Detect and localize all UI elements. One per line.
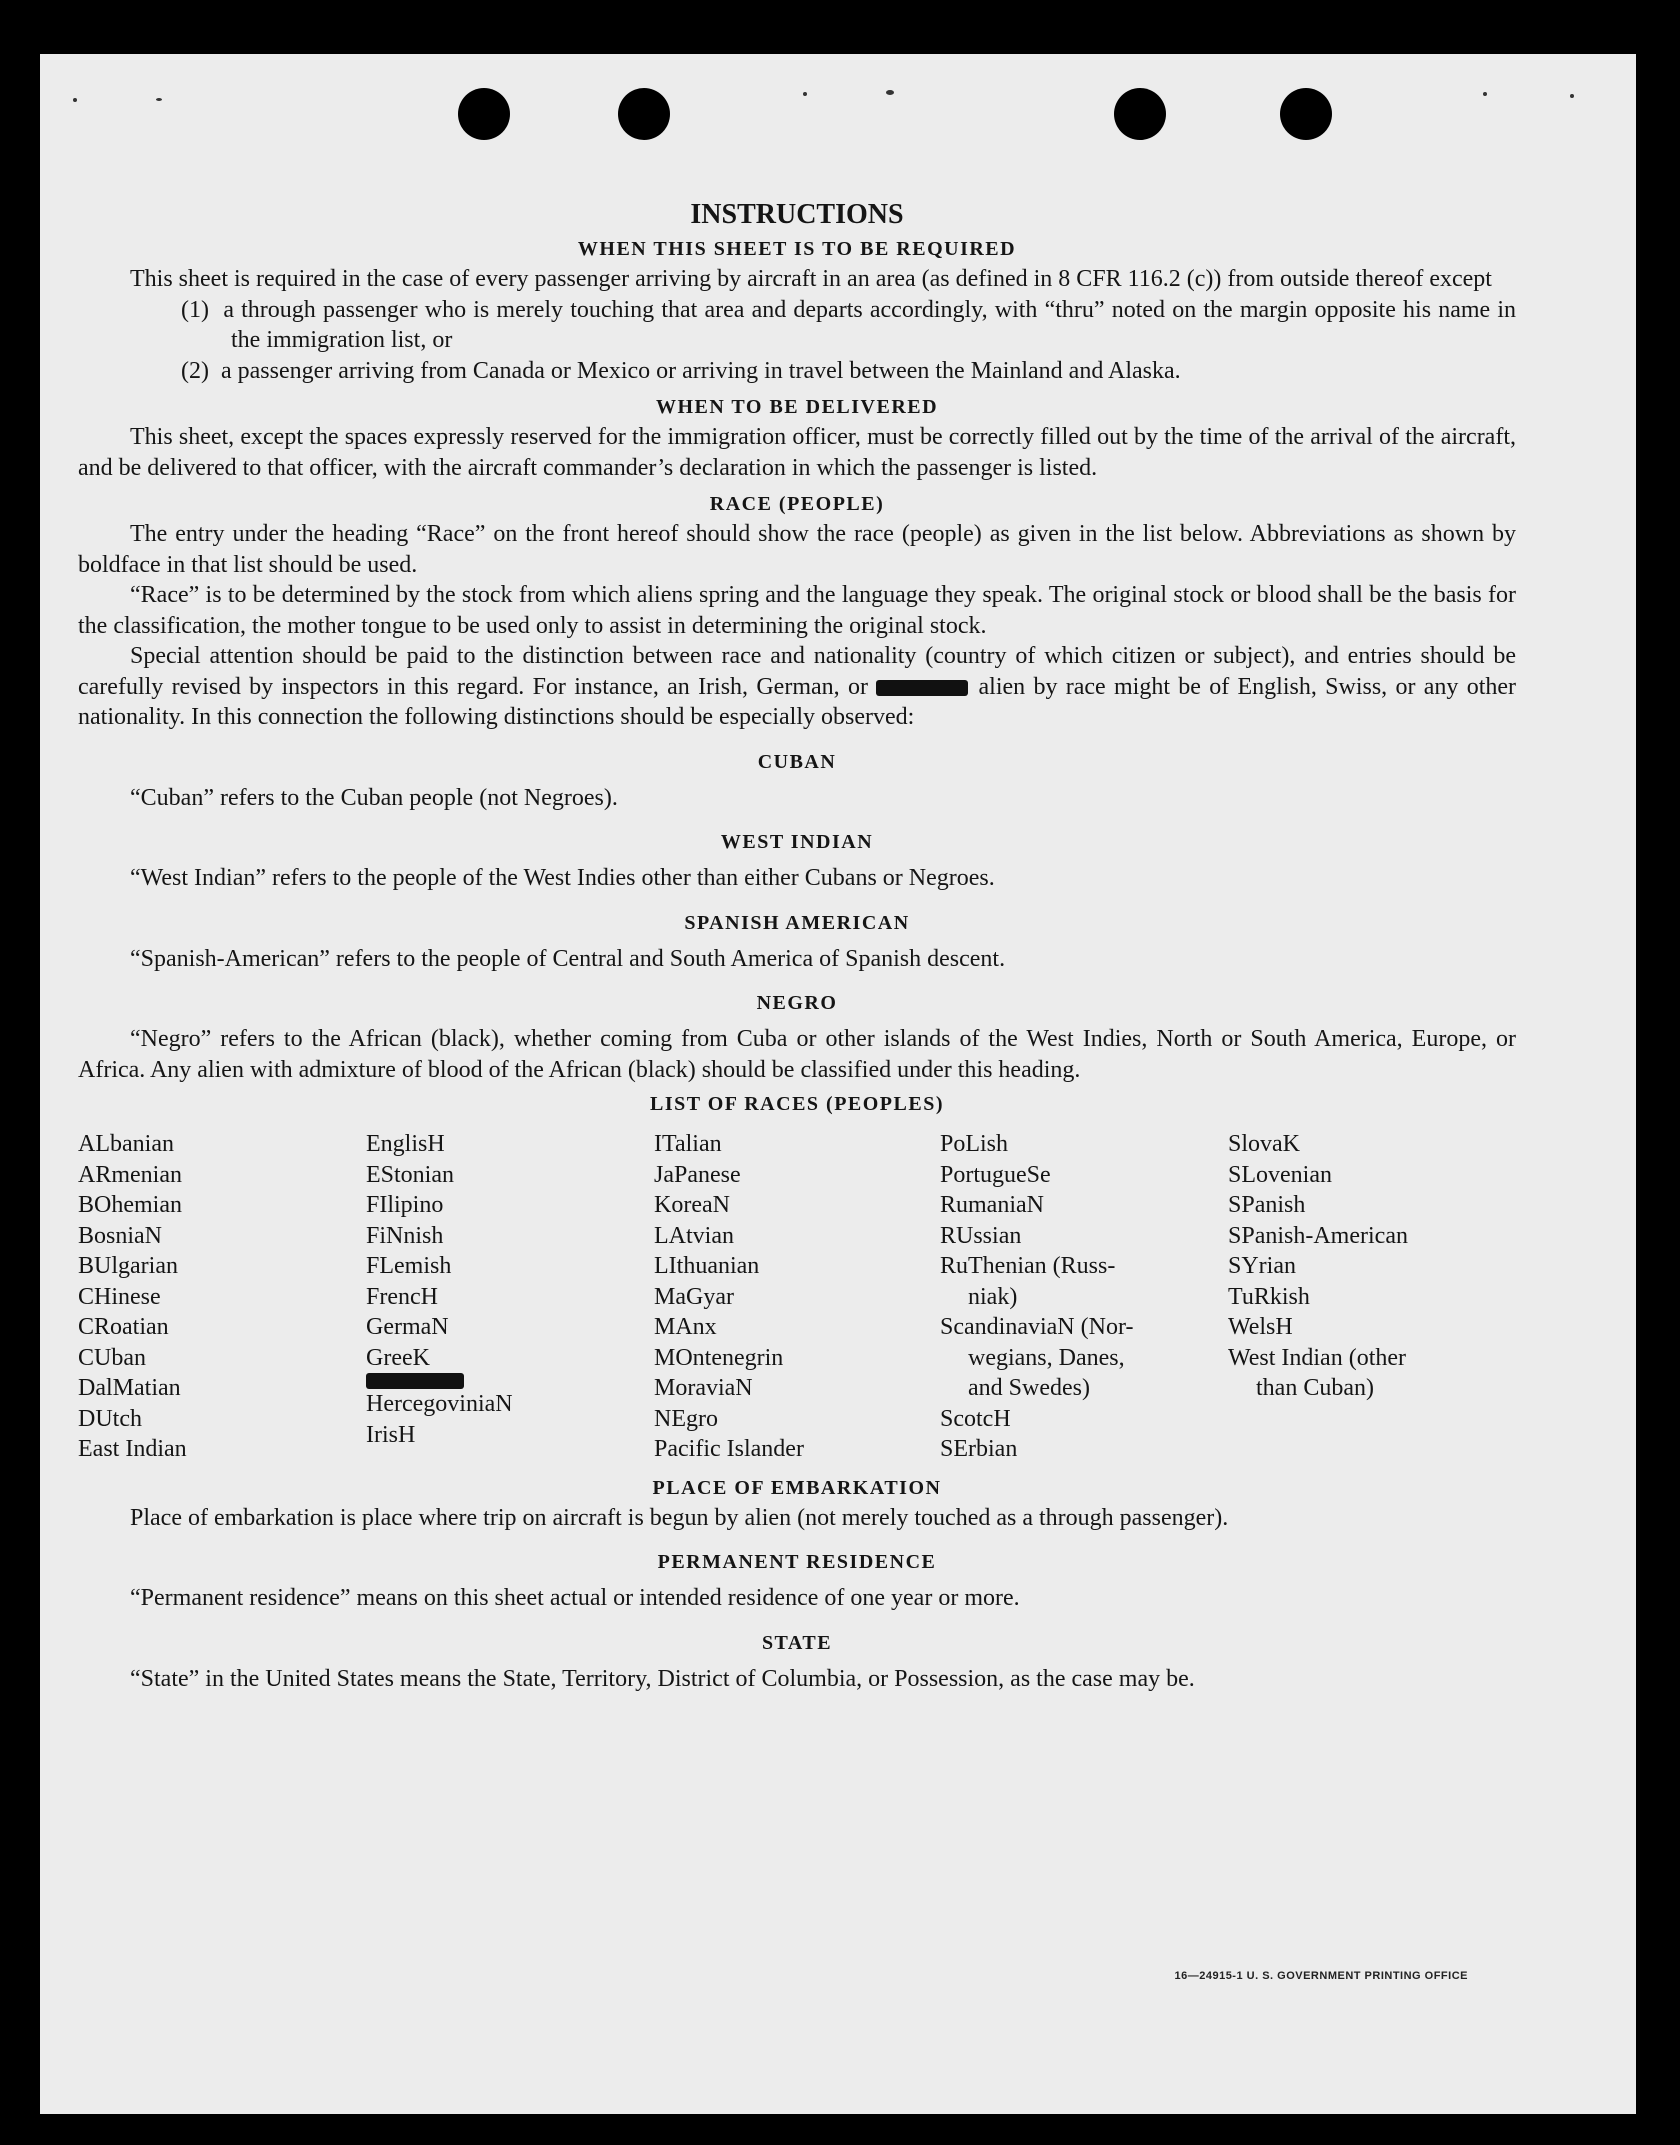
race-item: WelsH xyxy=(1228,1314,1293,1340)
race-paragraph-3 xyxy=(78,641,1516,733)
race-item: HercegoviniaN xyxy=(366,1391,513,1417)
scan-speck xyxy=(886,90,894,95)
race-item: IrisH xyxy=(366,1421,416,1448)
race-item: FiNnish xyxy=(366,1222,444,1249)
race-item: DUtch xyxy=(78,1405,142,1432)
race-item: NEgro xyxy=(654,1405,718,1432)
race-item: RuThenian (Russ- xyxy=(940,1253,1116,1279)
race-item: CRoatian xyxy=(78,1314,169,1340)
race-item: MAnx xyxy=(654,1314,717,1340)
exception-text: a passenger arriving from Canada or Mexico or arriving in travel between the Mainland and Alaska. xyxy=(220,357,1181,384)
race-item: FIlipino xyxy=(366,1192,444,1218)
cuban-text: “Cuban” refers to the Cuban people (not Negroes). xyxy=(130,784,618,811)
delivered-text: This sheet, except the spaces expressly reserved for the immigration officer, must be correctly filled out by the time of the arrival of the aircraft, and be delivered to that officer, with the aircraft commander’s declaration in which the passenger is listed. xyxy=(78,424,1516,481)
race-item: PoLish xyxy=(940,1131,1009,1157)
race-item: GreeK xyxy=(366,1344,430,1371)
race-item: KoreaN xyxy=(654,1192,730,1218)
races-list xyxy=(78,1129,1516,1465)
heading-state: STATE xyxy=(761,1631,833,1654)
race-item: TuRkish xyxy=(1228,1283,1310,1310)
races-column-2 xyxy=(366,1129,654,1465)
race-item: ScotcH xyxy=(940,1405,1011,1432)
race-item: RumaniaN xyxy=(940,1192,1044,1218)
race-item: ITalian xyxy=(654,1131,722,1157)
race-paragraph-3-start: Special attention should be paid to the distinction between race and nationality (country of which citizen or subject), and entries should be carefully revised by inspectors in this regard. For instance, an Irish, German, or xyxy=(78,643,1516,700)
scan-speck xyxy=(803,92,807,96)
race-paragraph-1: The entry under the heading “Race” on the front hereof should show the race (people) as given in the list below. Abbreviations as shown by boldface in that list should be used. xyxy=(78,521,1516,578)
race-item: ScandinaviaN (Nor- xyxy=(940,1314,1134,1340)
page-title: INSTRUCTIONS xyxy=(690,199,904,230)
state-text: “State” in the United States means the State, Territory, District of Columbia, or Possession, as the case may be. xyxy=(130,1665,1195,1692)
race-item: West Indian (other xyxy=(1228,1344,1407,1371)
heading-delivered: WHEN TO BE DELIVERED xyxy=(655,396,939,418)
heading-required: WHEN THIS SHEET IS TO BE REQUIRED xyxy=(577,238,1017,260)
heading-negro: NEGRO xyxy=(756,992,838,1014)
race-item: FrencH xyxy=(366,1283,438,1310)
race-item: SlovaK xyxy=(1228,1131,1300,1157)
race-item-continued: than Cuban) xyxy=(1256,1375,1374,1401)
race-item-continued: wegians, Danes, xyxy=(968,1344,1125,1371)
exception-marker: (1) xyxy=(181,296,209,323)
scan-speck xyxy=(1570,94,1574,98)
race-item-continued: and Swedes) xyxy=(968,1375,1090,1401)
race-item-redacted xyxy=(366,1373,654,1389)
races-column-5 xyxy=(1228,1129,1516,1465)
race-item: MaGyar xyxy=(654,1283,734,1310)
heading-embarkation: PLACE OF EMBARKATION xyxy=(652,1476,942,1499)
race-item: SLovenian xyxy=(1228,1161,1332,1188)
race-item: DalMatian xyxy=(78,1375,181,1401)
spanish-american-text: “Spanish-American” refers to the people of Central and South America of Spanish descent. xyxy=(130,945,1006,972)
punch-hole xyxy=(458,88,510,140)
heading-residence: PERMANENT RESIDENCE xyxy=(657,1551,937,1573)
heading-cuban: CUBAN xyxy=(757,750,837,773)
race-item: GermaN xyxy=(366,1314,449,1340)
race-item: SYrian xyxy=(1228,1253,1296,1279)
exception-marker: (2) xyxy=(181,357,209,384)
required-intro: This sheet is required in the case of every passenger arriving by aircraft in an area (as defined in 8 CFR 116.2 (c)) from outside thereof except xyxy=(130,266,1492,292)
race-item: East Indian xyxy=(78,1436,187,1462)
race-item: ALbanian xyxy=(78,1131,174,1157)
race-item: BOhemian xyxy=(78,1192,182,1218)
race-item-continued: niak) xyxy=(968,1283,1018,1310)
race-item: EnglisH xyxy=(366,1131,445,1157)
printing-office-code: 16—24915-1 U. S. GOVERNMENT PRINTING OFFICE xyxy=(1174,1970,1468,1982)
race-item: SPanish-American xyxy=(1228,1222,1408,1249)
race-item: BUlgarian xyxy=(78,1253,178,1279)
race-item: ARmenian xyxy=(78,1161,182,1188)
race-item: MoraviaN xyxy=(654,1375,753,1401)
exception-item xyxy=(78,295,1516,356)
races-column-4 xyxy=(940,1129,1228,1465)
punch-hole xyxy=(1280,88,1332,140)
races-column-1 xyxy=(78,1129,366,1465)
race-item: BosniaN xyxy=(78,1222,162,1249)
scan-speck xyxy=(1483,92,1487,96)
heading-races-list: LIST OF RACES (PEOPLES) xyxy=(649,1093,944,1115)
race-item: CHinese xyxy=(78,1283,161,1310)
heading-race: RACE (PEOPLE) xyxy=(709,493,885,515)
redaction-mark xyxy=(876,680,968,696)
race-item: JaPanese xyxy=(654,1161,741,1188)
redaction-mark xyxy=(366,1373,464,1389)
document-sheet xyxy=(40,54,1636,2114)
race-item: LIthuanian xyxy=(654,1253,760,1279)
scan-speck xyxy=(73,98,77,102)
race-item: RUssian xyxy=(940,1222,1022,1249)
embarkation-text: Place of embarkation is place where trip on aircraft is begun by alien (not merely touched as a through passenger). xyxy=(130,1504,1229,1531)
punch-hole xyxy=(618,88,670,140)
race-item: CUban xyxy=(78,1344,146,1371)
race-item: SPanish xyxy=(1228,1192,1306,1218)
residence-text: “Permanent residence” means on this sheet actual or intended residence of one year or more. xyxy=(130,1585,1020,1611)
exception-text: a through passenger who is merely touching that area and departs accordingly, with “thru” noted on the margin opposite his name in the immigration list, or xyxy=(223,296,1516,353)
race-item: FLemish xyxy=(366,1253,452,1279)
heading-spanish-american: SPANISH AMERICAN xyxy=(684,911,910,934)
race-item: LAtvian xyxy=(654,1222,734,1249)
race-paragraph-2: “Race” is to be determined by the stock from which aliens spring and the language they speak. The original stock or blood shall be the basis for the classification, the mother tongue to be used only to assist in determining the original stock. xyxy=(78,582,1516,639)
race-item: Pacific Islander xyxy=(654,1436,804,1462)
instructions-content xyxy=(78,198,1516,1694)
scan-speck xyxy=(156,98,162,101)
race-item: SErbian xyxy=(940,1436,1018,1462)
races-column-3 xyxy=(654,1129,940,1465)
race-item: PortugueSe xyxy=(940,1161,1051,1188)
west-indian-text: “West Indian” refers to the people of the West Indies other than either Cubans or Negroes. xyxy=(130,865,995,891)
race-item: EStonian xyxy=(366,1161,454,1188)
punch-hole xyxy=(1114,88,1166,140)
race-paragraph-3-end: alien by race might be of English, Swiss, or any other nationality. In this connection the following distinctions should be especially observed: xyxy=(78,673,1517,730)
heading-west-indian: WEST INDIAN xyxy=(720,831,874,853)
race-item: MOntenegrin xyxy=(654,1344,784,1371)
exception-item xyxy=(78,356,1516,387)
negro-text: “Negro” refers to the African (black), whether coming from Cuba or other islands of the West Indies, North or South America, Europe, or Africa. Any alien with admixture of blood of the African (black) should be classified under this heading. xyxy=(78,1026,1516,1083)
